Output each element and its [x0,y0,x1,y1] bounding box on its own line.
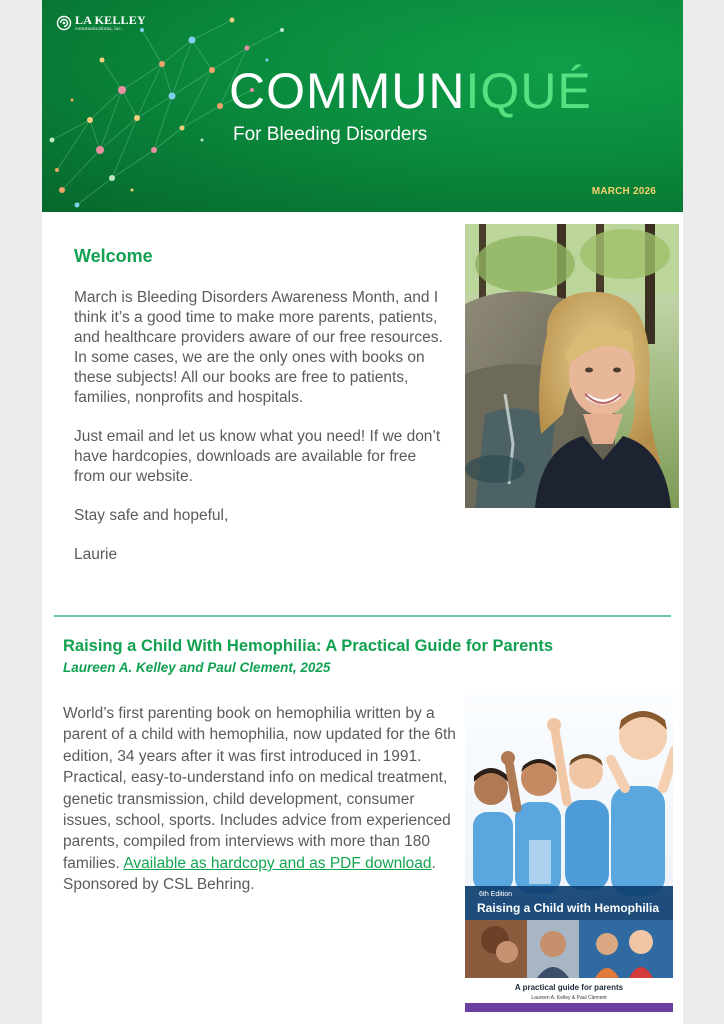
welcome-paragraph: March is Bleeding Disorders Awareness Month, and I think it’s a good time to make more parents, patients, and healthcare providers aware of our free resources. In some cases, we are the only ones with books on these subjects! All our books are free to patients, families, nonprofits and hospitals. [74,289,443,406]
book-description [63,703,458,896]
header-banner [42,0,683,212]
section-divider [54,615,671,617]
masthead-white-part: COMMUN [229,63,466,119]
book-description-text: World’s first parenting book on hemophilia written by a parent of a child with hemophilia, now updated for the 6th edition, 34 years after it was first introduced in 1991. Practical, easy-to-understand info on medical treatment, genetic transmission, child development, consumer issues, school, sports. Includes advice from experienced parents, compiled from interviews with more than 180 families. [63,705,456,872]
masthead-green-part: IQUÉ [465,63,592,119]
logo-swirl-icon [56,15,72,31]
company-logo[interactable] [56,14,146,33]
book-authors: Laureen A. Kelley and Paul Clement, 2025 [63,660,331,675]
welcome-signature: Laurie [74,546,118,563]
cover-edition: 6th Edition [479,891,513,898]
logo-name: LA KELLEY [75,13,146,27]
cover-title: Raising a Child with Hemophilia [477,901,660,915]
cover-tagline: A practical guide for parents [514,983,624,992]
masthead-subtitle: For Bleeding Disorders [233,124,428,145]
download-link[interactable]: Available as hardcopy and as PDF download [123,854,432,872]
masthead-title [229,63,592,119]
cover-authors: Laureen A. Kelley & Paul Clement [531,995,607,1001]
issue-date: MARCH 2026 [591,186,656,197]
book-title: Raising a Child With Hemophilia: A Practical Guide for Parents [63,637,554,655]
welcome-message [74,288,446,584]
book-sponsor-text: . Sponsored by CSL Behring. [63,854,436,894]
logo-subtitle: communications, inc. [75,26,123,32]
welcome-heading: Welcome [74,246,153,266]
newsletter-email [42,0,683,1024]
welcome-paragraph: Just email and let us know what you need! If we don’t have hardcopies, downloads are available for free from our website. [74,428,441,485]
welcome-signoff: Stay safe and hopeful, [74,507,229,524]
book-cover[interactable] [465,690,673,1012]
author-photo [465,224,679,508]
